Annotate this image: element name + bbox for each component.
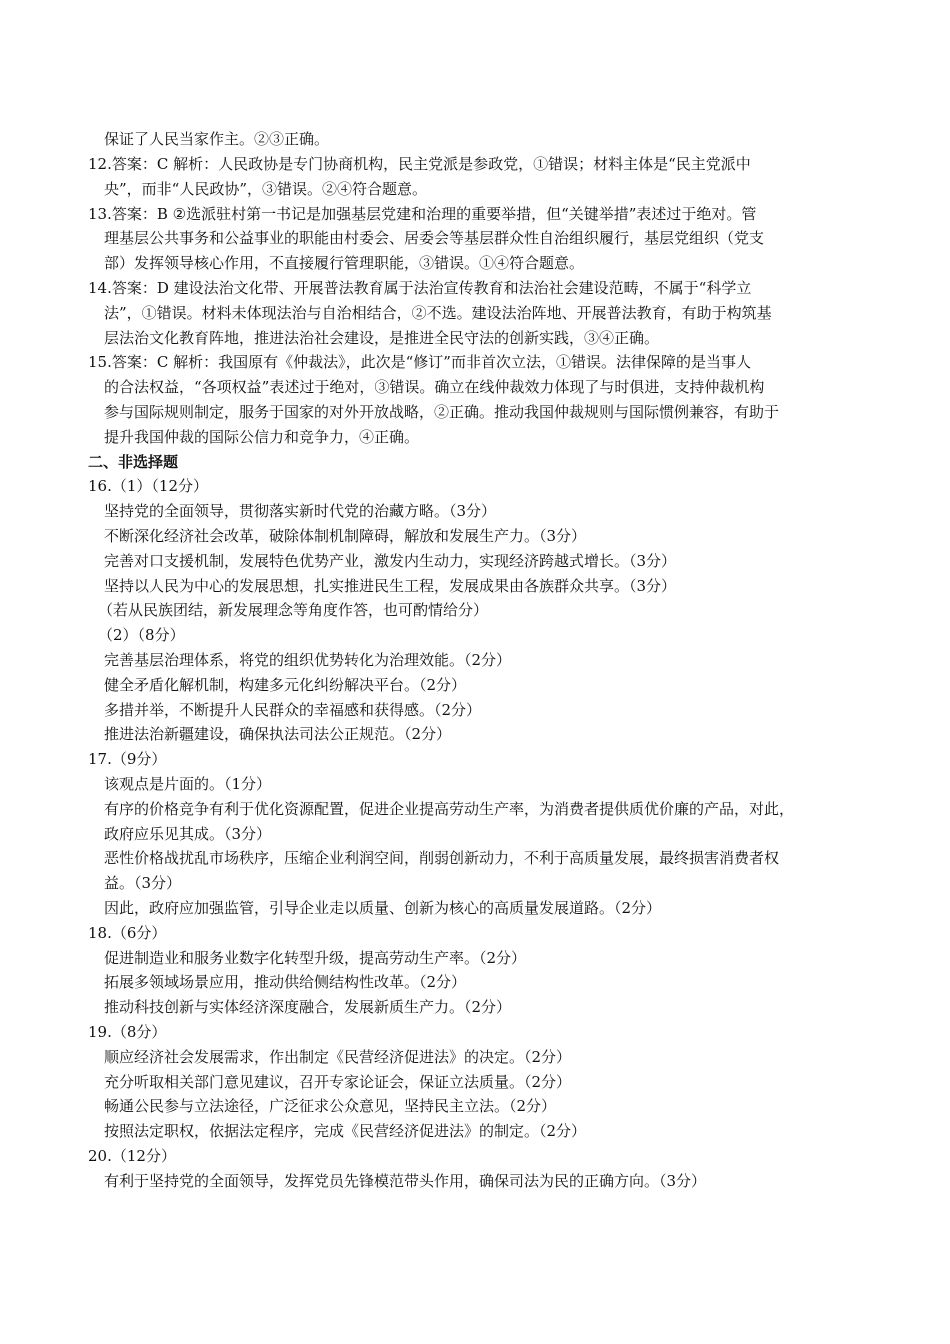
q19-header: 19.（8分）	[88, 1023, 167, 1041]
q16-part1-point-1: 坚持党的全面领导，贯彻落实新时代党的治藏方略。（3分）	[104, 502, 497, 521]
q12-line-1: 12.答案：C 解析：人民政协是专门协商机构，民主党派是参政党，①错误；材料主体是“民主党派中	[88, 155, 751, 173]
q15-line-2: 的合法权益，“各项权益”表述过于绝对，③错误。确立在线仲裁效力体现了与时俱进，支持仲裁机构	[104, 378, 765, 397]
q17-line-6: 因此，政府应加强监管，引导企业走以质量、创新为核心的高质量发展道路。（2分）	[104, 898, 662, 917]
q14-line-1: 14.答案：D 建设法治文化带、开展普法教育属于法治宣传教育和法治社会建设范畴，不属于“科学立	[88, 279, 752, 297]
q16-note: （若从民族团结，新发展理念等角度作答，也可酌情给分）	[98, 601, 489, 620]
q20-line-1: 有利于坚持党的全面领导，发挥党员先锋模范带头作用，确保司法为民的正确方向。（3分）	[104, 1171, 707, 1190]
q18-line-3: 推动科技创新与实体经济深度融合，发展新质生产力。（2分）	[104, 998, 512, 1017]
q15-line-3: 参与国际规则制定，服务于国家的对外开放战略，②正确。推动我国仲裁规则与国际惯例兼容，有助于	[104, 402, 780, 421]
q17-line-4: 恶性价格战扰乱市场秩序，压缩企业利润空间，削弱创新动力，不利于高质量发展，最终损害消费者权	[104, 849, 780, 868]
q17-line-1: 该观点是片面的。（1分）	[104, 774, 272, 793]
q17-line-3: 政府应乐见其成。（3分）	[104, 824, 272, 843]
q11-answer-tail: 保证了人民当家作主。②③正确。	[104, 130, 330, 148]
q17-line-2: 有序的价格竞争有利于优化资源配置，促进企业提高劳动生产率，为消费者提供质优价廉的产品，对此，	[104, 799, 795, 818]
q13-line-2: 理基层公共事务和公益事业的职能由村委会、居委会等基层群众性自治组织履行，基层党组织（党支	[104, 229, 765, 248]
q16-part2-point-3: 多措并举，不断提升人民群众的幸福感和获得感。（2分）	[104, 700, 482, 719]
q18-line-2: 拓展多领域场景应用，推动供给侧结构性改革。（2分）	[104, 973, 467, 992]
q19-line-3: 畅通公民参与立法途径，广泛征求公众意见，坚持民主立法。（2分）	[104, 1097, 557, 1116]
q19-line-4: 按照法定职权，依据法定程序，完成《民营经济促进法》的制定。（2分）	[104, 1122, 587, 1141]
q16-part2-point-1: 完善基层治理体系，将党的组织优势转化为治理效能。（2分）	[104, 650, 512, 669]
q14-line-2: 法”，①错误。材料未体现法治与自治相结合，②不选。建设法治阵地、开展普法教育，有助于构筑基	[104, 303, 772, 322]
q20-header: 20.（12分）	[88, 1147, 176, 1165]
q19-line-1: 顺应经济社会发展需求，作出制定《民营经济促进法》的决定。（2分）	[104, 1047, 572, 1066]
q15-line-1: 15.答案：C 解析：我国原有《仲裁法》，此次是“修订”而非首次立法，①错误。法律保障的是当事人	[88, 353, 751, 372]
q17-line-5: 益。（3分）	[104, 874, 182, 893]
q17-header: 17.（9分）	[88, 750, 167, 769]
q16-part2-header: （2）（8分）	[98, 626, 185, 645]
q16-part2-point-4: 推进法治新疆建设，确保执法司法公正规范。（2分）	[104, 725, 452, 744]
q16-part1-point-3: 完善对口支援机制，发展特色优势产业，激发内生动力，实现经济跨越式增长。（3分）	[104, 551, 677, 570]
q15-line-4: 提升我国仲裁的国际公信力和竞争力，④正确。	[104, 427, 420, 446]
q16-part1-point-2: 不断深化经济社会改革，破除体制机制障碍，解放和发展生产力。（3分）	[104, 526, 587, 545]
q16-header: 16.（1）（12分）	[88, 477, 208, 496]
q13-line-1: 13.答案：B ②选派驻村第一书记是加强基层党建和治理的重要举措，但“关键举措”表述过于绝对。管	[88, 204, 757, 223]
q13-line-3: 部）发挥领导核心作用，不直接履行管理职能，③错误。①④符合题意。	[104, 254, 585, 273]
q12-line-2: 央”，而非“人民政协”，③错误。②④符合题意。	[104, 179, 428, 198]
q16-part1-point-4: 坚持以人民为中心的发展思想，扎实推进民生工程，发展成果由各族群众共享。（3分）	[104, 576, 677, 595]
q14-line-3: 层法治文化教育阵地，推进法治社会建设，是推进全民守法的创新实践，③④正确。	[104, 328, 660, 347]
q18-header: 18.（6分）	[88, 923, 167, 942]
q16-part2-point-2: 健全矛盾化解机制，构建多元化纠纷解决平台。（2分）	[104, 675, 467, 694]
section-title-non-choice: 二、非选择题	[88, 452, 179, 471]
q19-line-2: 充分听取相关部门意见建议，召开专家论证会，保证立法质量。（2分）	[104, 1072, 572, 1091]
q18-line-1: 促进制造业和服务业数字化转型升级，提高劳动生产率。（2分）	[104, 948, 527, 967]
